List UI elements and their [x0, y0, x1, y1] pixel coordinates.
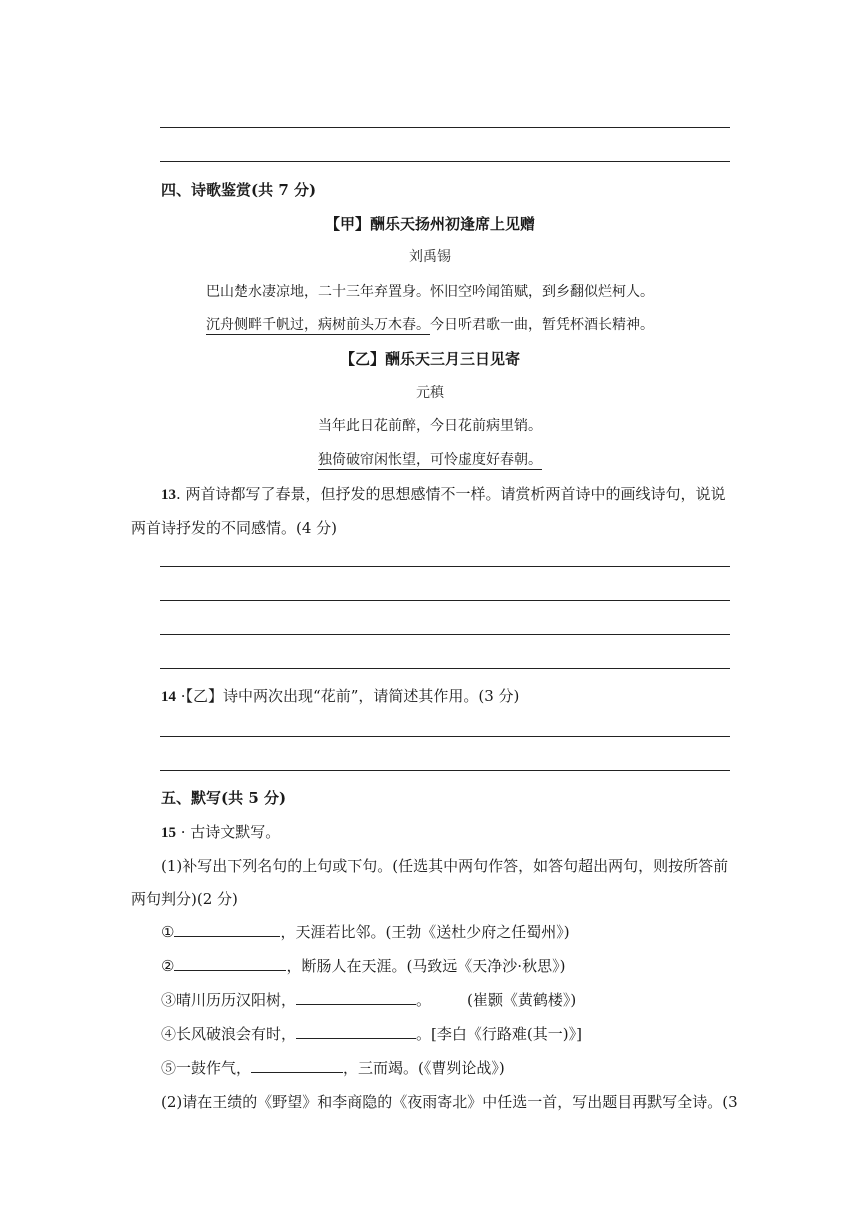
question-text: · 古诗文默写。: [176, 823, 281, 841]
poem-author: 元稹: [416, 385, 444, 401]
section-heading: 四、诗歌鉴赏(共 7 分): [161, 181, 317, 199]
answer-line: [160, 127, 730, 128]
fill-blank[interactable]: [296, 1024, 416, 1039]
poem-line: 巴山楚水凄凉地，二十三年弃置身。怀旧空吟闻笛赋，到乡翻似烂柯人。: [206, 284, 654, 300]
question-13: [161, 484, 726, 505]
answer-line[interactable]: [160, 634, 730, 635]
answer-line: [160, 161, 730, 162]
poem-title: 【乙】酬乐天三月三日见寄: [339, 350, 520, 368]
fill-blank[interactable]: [296, 990, 416, 1005]
poem-line: [0, 450, 860, 470]
instruction-text: 两句判分)(2 分): [131, 890, 238, 908]
fill-item-2: ② ，断肠人在天涯。(马致远《天净沙·秋思》): [161, 957, 566, 975]
fill-item-1: ① ，天涯若比邻。(王勃《送杜少府之任蜀州》): [161, 923, 570, 941]
verse-text: 今日听君歌一曲，暂凭杯酒长精神。: [430, 317, 654, 333]
question-14: [161, 686, 519, 707]
answer-line[interactable]: [160, 770, 730, 771]
section-heading: 五、默写(共 5 分): [161, 789, 287, 807]
answer-line[interactable]: [160, 600, 730, 601]
source-citation: (崔颢《黄鹤楼》): [467, 991, 577, 1009]
underlined-verse: 沉舟侧畔千帆过，病树前头万木春。: [206, 317, 430, 333]
question-number: 14: [161, 689, 176, 705]
fill-blank[interactable]: [251, 1058, 343, 1073]
fill-item-3: ③晴川历历汉阳树， 。 (崔颢《黄鹤楼》): [161, 991, 577, 1009]
fill-blank[interactable]: [174, 922, 280, 937]
question-number: 13: [161, 487, 176, 503]
answer-line[interactable]: [160, 668, 730, 669]
question-text: ·【乙】诗中两次出现“花前”，请简述其作用。(3 分): [176, 687, 520, 705]
poem-line: [0, 315, 860, 335]
instruction-text: (1)补写出下列名句的上句或下句。(任选其中两句作答，如答句超出两句，则按所答前: [161, 857, 729, 875]
question-number: 15: [161, 825, 176, 841]
instruction-text: (2)请在王绩的《野望》和李商隐的《夜雨寄北》中任选一首，写出题目再默写全诗。(3: [161, 1093, 738, 1111]
answer-line[interactable]: [160, 566, 730, 567]
answer-line[interactable]: [160, 736, 730, 737]
question-text: 两首诗抒发的不同感情。(4 分): [131, 519, 338, 537]
poem-author: 刘禹锡: [409, 249, 451, 265]
underlined-verse: 独倚破帘闲怅望，可怜虚度好春朝。: [318, 452, 542, 468]
question-text: . 两首诗都写了春景，但抒发的思想感情不一样。请赏析两首诗中的画线诗句，说说: [176, 485, 726, 503]
fill-blank[interactable]: [174, 956, 286, 971]
fill-item-4: ④长风破浪会有时， 。[李白《行路难(其一)》]: [161, 1025, 582, 1043]
question-15: [161, 822, 280, 843]
poem-line: 当年此日花前醉，今日花前病里销。: [318, 418, 542, 434]
poem-title: 【甲】酬乐天扬州初逢席上见赠: [324, 215, 535, 233]
fill-item-5: ⑤一鼓作气， ，三而竭。(《曹刿论战》): [161, 1059, 505, 1077]
